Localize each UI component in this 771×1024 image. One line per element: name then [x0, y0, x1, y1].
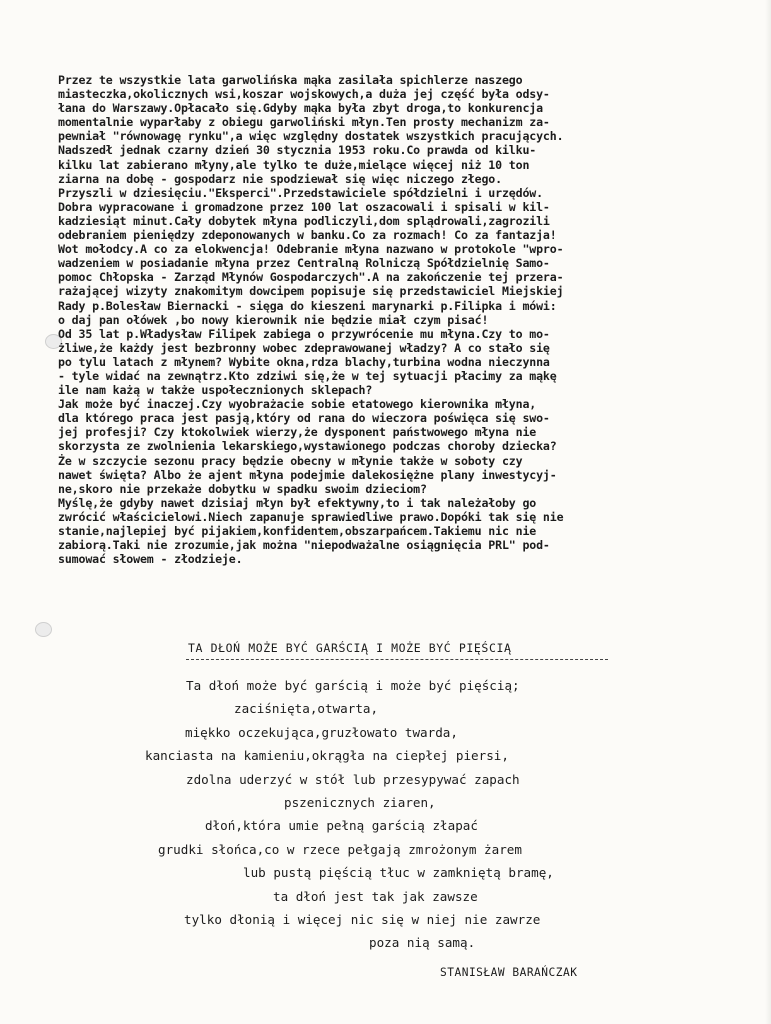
article-line: odebraniem pieniędzy zdeponowanych w banku.Co za rozmach! Co za fantazja! — [58, 228, 557, 243]
article-line: Przez te wszystkie lata garwolińska mąka zasilała spichlerze naszego — [58, 73, 523, 87]
poem-line: zaciśnięta,otwarta, — [234, 701, 379, 717]
poem-line: Ta dłoń może być garścią i może być pięścią; — [186, 678, 520, 693]
article-line: dla którego praca jest pasją,który od rana do wieczora poświęca się swo- — [58, 411, 550, 426]
article-line: Wot mołodcy.A co za elokwencja! Odebranie młyna nazwano w protokole "wpro- — [58, 242, 564, 257]
article-line: ile nam każą w także uspołecznionych sklepach? — [58, 383, 373, 398]
article-line: po tylu latach z młynem? Wybite okna,rdza blachy,turbina wodna nieczynna — [58, 354, 550, 369]
article-line: Od 35 lat p.Władysław Filipek zabiega o przywrócenie mu młyna.Czy to mo- — [58, 326, 550, 341]
poem-line: ta dłoń jest tak jak zawsze — [273, 888, 478, 904]
title-underline — [186, 659, 608, 660]
poem-line: tylko dłonią i więcej nic się w niej nie zawrze — [184, 912, 541, 928]
article-line: zwrócić właścicielowi.Niech zapanuje sprawiedliwe prawo.Dopóki tak się nie — [58, 509, 564, 524]
article-line: Rady p.Bolesław Biernacki - sięga do kieszeni marynarki p.Filipka i mówi: — [58, 298, 557, 313]
poem-line: zdolna uderzyć w stół lub przesypywać zapach — [186, 771, 520, 787]
article-line: momentalnie wyparłaby z obiegu garwoliński młyn.Ten prosty mechanizm za- — [58, 115, 550, 130]
article-line: ziarna na dobę - gospodarz nie spodziewał się więc niczego złego. — [58, 171, 502, 186]
article-line: żliwe,że każdy jest bezbronny wobec zdeprawowanej władzy? A co stało się — [58, 340, 550, 355]
article-line: Jak może być inaczej.Czy wyobrażacie sobie etatowego kierownika młyna, — [58, 397, 537, 412]
article-line: ne,skoro nie przekaże dobytku w spadku swoim dzieciom? — [58, 481, 427, 496]
article-line: Myślę,że gdyby nawet dzisiaj młyn był efektywny,to i tak należałoby go — [58, 495, 537, 510]
poem-title: TA DŁOŃ MOŻE BYĆ GARŚCIĄ I MOŻE BYĆ PIĘŚCIĄ — [188, 641, 512, 655]
article-line: Nadszedł jednak czarny dzień 30 stycznia 1953 roku.Co prawda od kilku- — [58, 143, 537, 158]
poem-line: poza nią samą. — [369, 935, 476, 951]
article-line: zabiorą.Taki nie zrozumie,jak można "niepodważalne osiągnięcia PRL" pod- — [58, 538, 550, 553]
article-line: kilku lat zabierano młyny,ale tylko te duże,mielące więcej niż 10 ton — [58, 157, 530, 172]
poem-body — [0, 674, 771, 955]
article-line: nawet święta? Albo że ajent młyna podejmie dalekosiężne plany inwestycyj- — [58, 467, 557, 482]
page-edge-shadow — [765, 0, 771, 1024]
author-signature: STANISŁAW BARAŃCZAK — [440, 966, 578, 979]
article-line: pomoc Chłopska - Zarząd Młynów Gospodarczych".A na zakończenie tej przera- — [58, 270, 564, 285]
article-line: Że w szczycie sezonu pracy będzie obecny w młynie także w soboty czy — [58, 453, 523, 468]
article-line: rażającej wizyty znakomitym dowcipem popisuje się przedstawiciel Miejskiej — [58, 284, 564, 299]
poem-line: grudki słońca,co w rzece pełgają zmrożonym żarem — [158, 841, 522, 857]
article-text — [58, 73, 730, 566]
poem-line: dłoń,która umie pełną garścią złapać — [205, 818, 478, 834]
article-line: jej profesji? Czy ktokolwiek wierzy,że dysponent państwowego młyna nie — [58, 425, 537, 440]
article-line: sumować słowem - złodzieje. — [58, 552, 243, 567]
poem-line: lub pustą pięścią tłuc w zamkniętą bramę, — [243, 865, 554, 881]
article-line: łana do Warszawy.Opłacało się.Gdyby mąka była zbyt droga,to konkurencja — [58, 101, 543, 116]
article-line: skorzysta ze zwolnienia lekarskiego,wystawionego podczas choroby dziecka? — [58, 439, 557, 454]
article-line: stanie,najlepiej być pijakiem,konfidentem,obszarpańcem.Takiemu nic nie — [58, 524, 537, 538]
poem-line: kanciasta na kamieniu,okrągła na ciepłej piersi, — [145, 748, 509, 764]
article-line: kadziesiąt minut.Cały dobytek młyna podliczyli,dom splądrowali,zagrozili — [58, 213, 550, 228]
article-line: miasteczka,okolicznych wsi,koszar wojskowych,a duża jej część była odsy- — [58, 87, 550, 102]
punch-hole-bottom — [35, 622, 52, 637]
article-line: wadzeniem w posiadanie młyna przez Centralną Rolniczą Spółdzielnię Samo- — [58, 256, 550, 271]
poem-line: miękko oczekująca,gruzłowato twarda, — [185, 724, 458, 740]
article-line: o daj pan ołówek ,bo nowy kierownik nie będzie miał czym pisać! — [58, 312, 489, 327]
article-line: Przyszli w dziesięciu."Eksperci".Przedstawiciele spółdzielni i urzędów. — [58, 185, 543, 200]
article-line: - tyle widać na zewnątrz.Kto zdziwi się,że w tej sytuacji płacimy za mąkę — [58, 368, 557, 383]
article-line: pewniał "równowagę rynku",a więc względny dostatek wszystkich pracujących. — [58, 129, 564, 144]
poem-line: pszenicznych ziaren, — [284, 795, 436, 811]
article-line: Dobra wypracowane i gromadzone przez 100 lat oszacowali i spisali w kil- — [58, 199, 550, 214]
